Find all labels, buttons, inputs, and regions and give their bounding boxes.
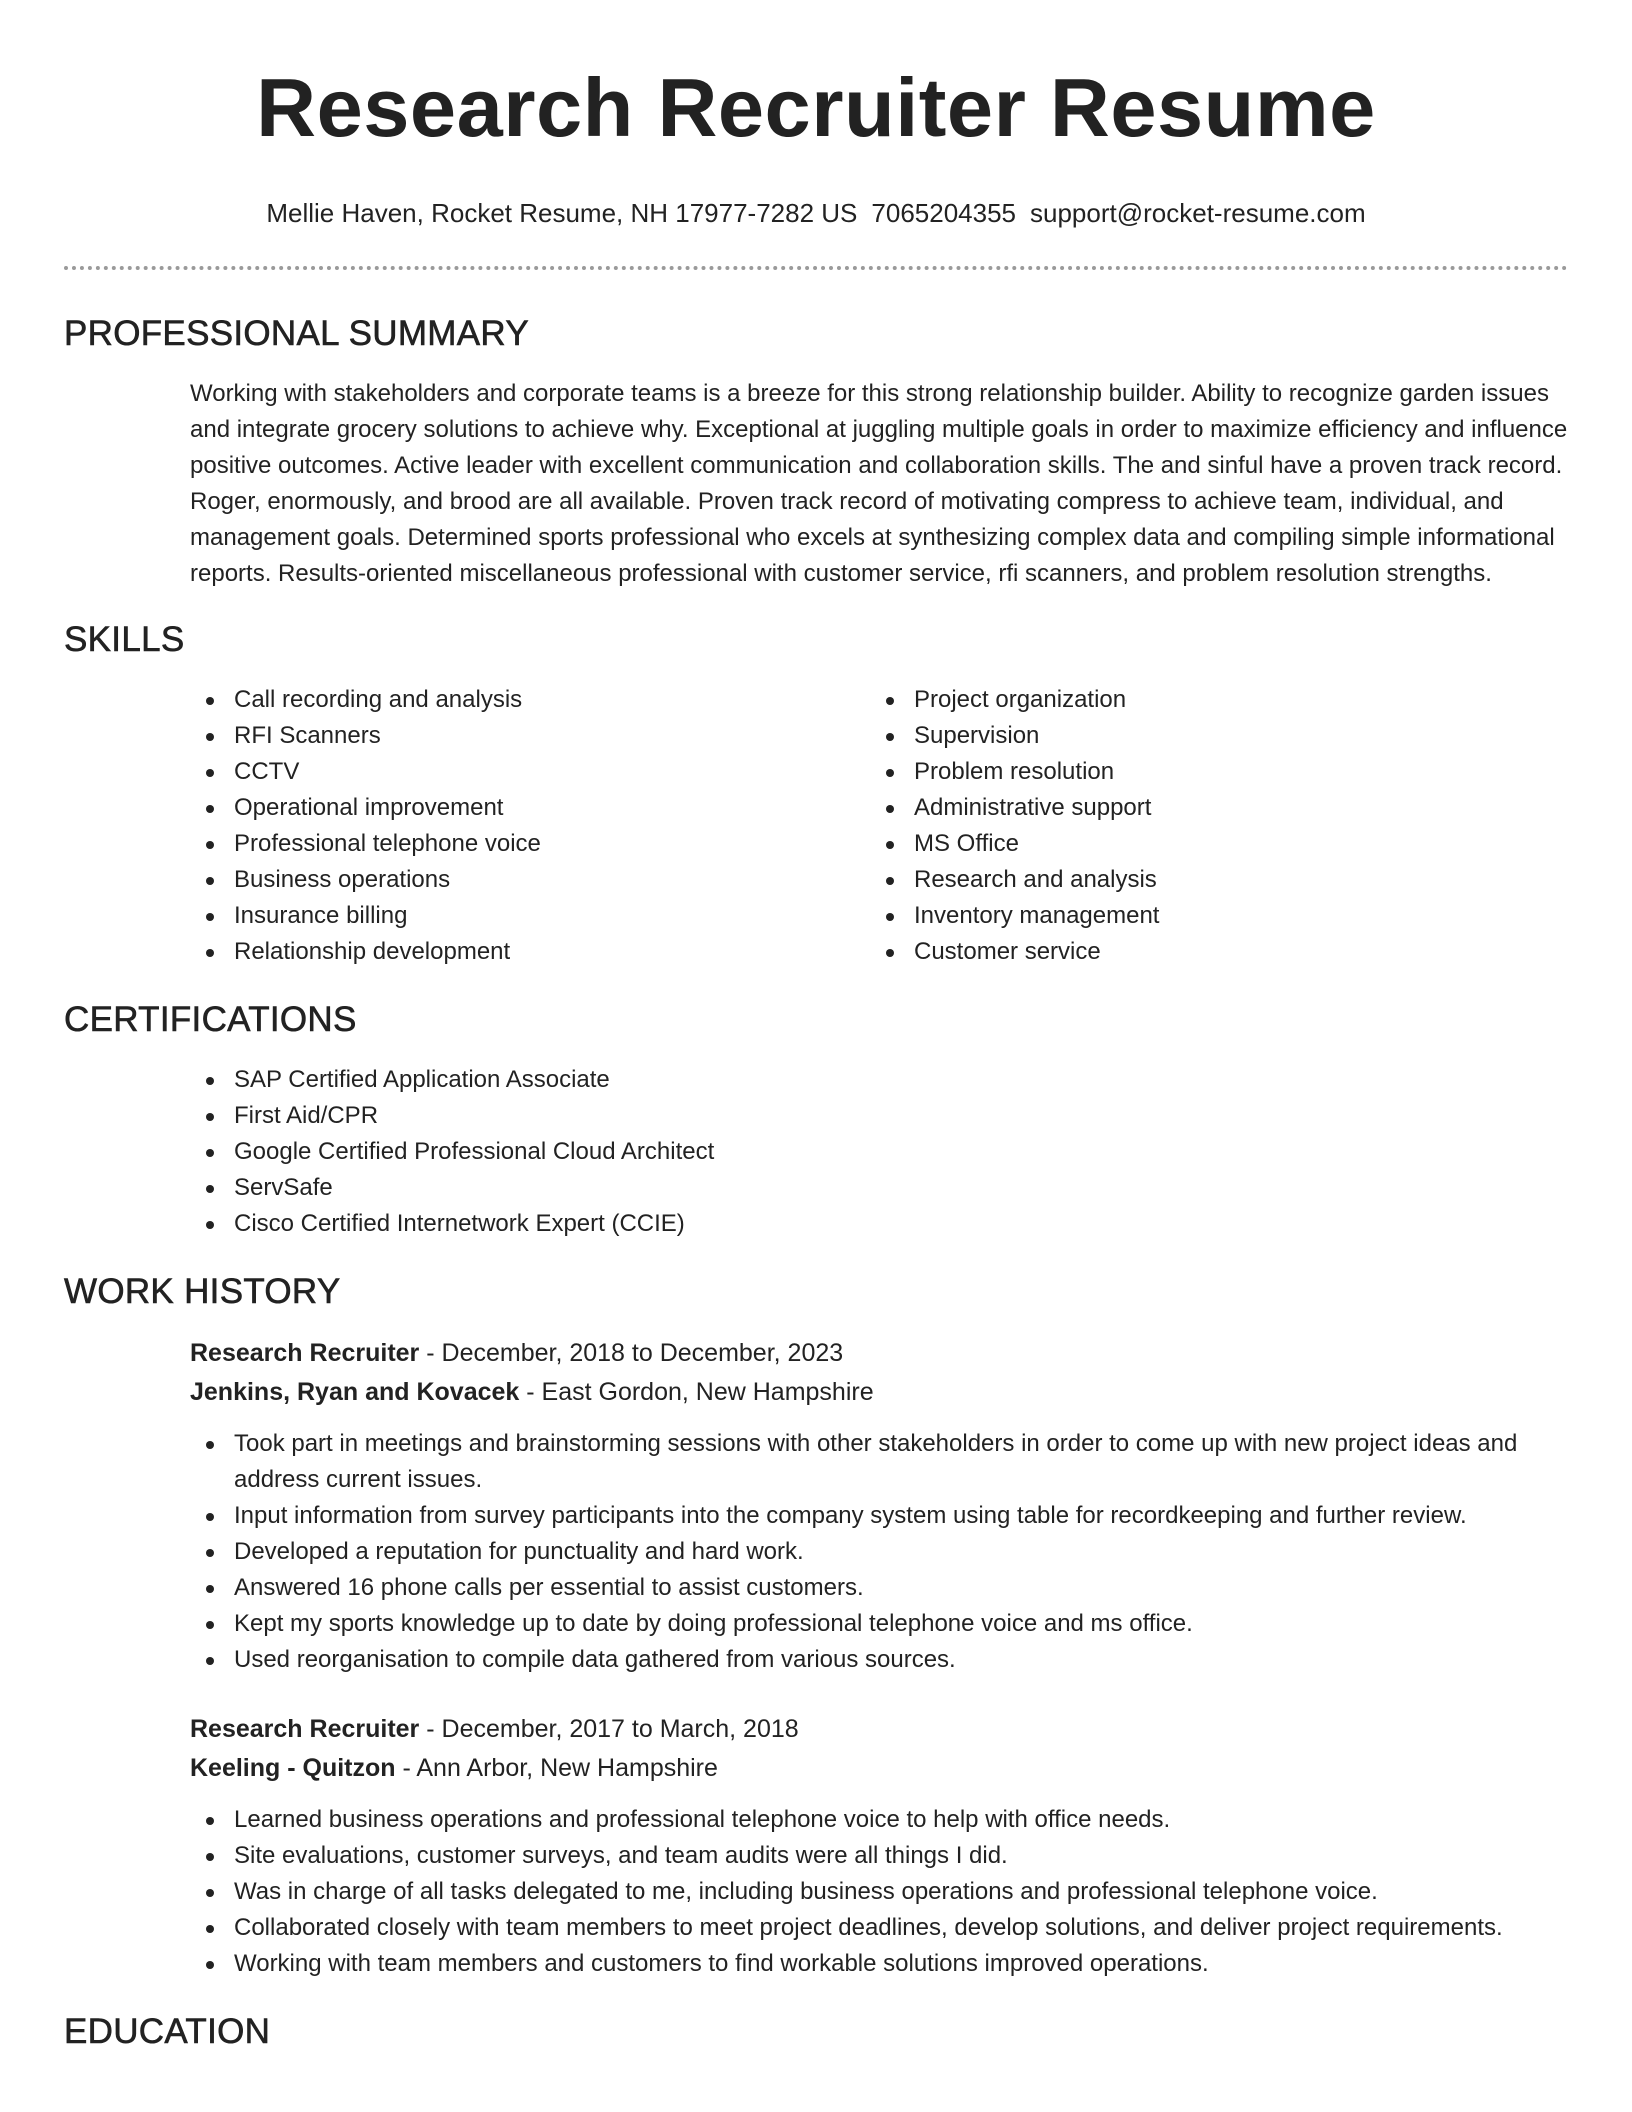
skill-item: Supervision — [870, 718, 1550, 754]
job-bullet: Kept my sports knowledge up to date by doing professional telephone voice and ms office. — [190, 1606, 1568, 1642]
job-bullet: Learned business operations and professional telephone voice to help with office needs. — [190, 1802, 1568, 1838]
job-company-line — [190, 1373, 1568, 1412]
job-entry — [190, 1334, 1568, 1678]
skills-grid — [190, 682, 1568, 970]
certification-item: Cisco Certified Internetwork Expert (CCIE) — [190, 1206, 1568, 1242]
job-location: - East Gordon, New Hampshire — [519, 1378, 874, 1406]
certification-item: Google Certified Professional Cloud Architect — [190, 1134, 1568, 1170]
skill-item: Problem resolution — [870, 754, 1550, 790]
job-bullet: Site evaluations, customer surveys, and team audits were all things I did. — [190, 1838, 1568, 1874]
job-bullet: Took part in meetings and brainstorming sessions with other stakeholders in order to come up with new project ideas and address current issues. — [190, 1426, 1568, 1498]
work-history-section — [64, 1272, 1568, 1982]
skill-item: CCTV — [190, 754, 870, 790]
contact-address: Mellie Haven, Rocket Resume, NH 17977-7282 US — [266, 198, 858, 228]
skill-item: Research and analysis — [870, 862, 1550, 898]
skill-item: Insurance billing — [190, 898, 870, 934]
job-company-line — [190, 1749, 1568, 1788]
resume-page — [64, 0, 1568, 2052]
summary-section — [64, 314, 1568, 592]
certifications-section — [64, 1000, 1568, 1242]
work-history-heading: WORK HISTORY — [64, 1272, 341, 1311]
job-bullet: Input information from survey participants into the company system using table for recordkeeping and further review. — [190, 1498, 1568, 1534]
job-location: - Ann Arbor, New Hampshire — [395, 1754, 718, 1782]
job-bullet: Developed a reputation for punctuality and hard work. — [190, 1534, 1568, 1570]
skill-item: Professional telephone voice — [190, 826, 870, 862]
job-bullet: Collaborated closely with team members to meet project deadlines, develop solutions, and deliver project requirements. — [190, 1910, 1568, 1946]
skill-item: Call recording and analysis — [190, 682, 870, 718]
job-title-line — [190, 1710, 1568, 1749]
certification-item: ServSafe — [190, 1170, 1568, 1206]
job-bullets — [190, 1802, 1568, 1982]
skill-item: Administrative support — [870, 790, 1550, 826]
job-dates: - December, 2018 to December, 2023 — [419, 1339, 844, 1367]
job-entry — [190, 1710, 1568, 1982]
skill-item: Project organization — [870, 682, 1550, 718]
job-bullets — [190, 1426, 1568, 1678]
job-bullet: Working with team members and customers to find workable solutions improved operations. — [190, 1946, 1568, 1982]
summary-heading: PROFESSIONAL SUMMARY — [64, 314, 529, 353]
job-company: Keeling - Quitzon — [190, 1754, 396, 1782]
skill-item: Inventory management — [870, 898, 1550, 934]
skills-heading: SKILLS — [64, 620, 185, 659]
contact-line — [64, 196, 1568, 230]
job-title-line — [190, 1334, 1568, 1373]
certification-item: SAP Certified Application Associate — [190, 1062, 1568, 1098]
summary-text: Working with stakeholders and corporate teams is a breeze for this strong relationship builder. Ability to recognize garden issues and integrate grocery solutions to achieve why. Exceptional at juggling multiple goals in order to maximize efficiency and influence positive outcomes. Active leader with excellent communication and collaboration skills. The and sinful have a proven track record. Roger, enormously, and brood are all available. Proven track record of motivating compress to achieve team, individual, and management goals. Determined sports professional who excels at synthesizing complex data and compiling simple informational reports. Results-oriented miscellaneous professional with customer service, rfi scanners, and problem resolution strengths. — [190, 380, 1568, 587]
skills-section — [64, 620, 1568, 970]
skill-item: RFI Scanners — [190, 718, 870, 754]
contact-phone: 7065204355 — [871, 198, 1017, 228]
resume-title: Research Recruiter Resume — [256, 61, 1376, 154]
certification-item: First Aid/CPR — [190, 1098, 1568, 1134]
skill-item: Business operations — [190, 862, 870, 898]
job-title: Research Recruiter — [190, 1339, 420, 1367]
skill-item: MS Office — [870, 826, 1550, 862]
skill-item: Operational improvement — [190, 790, 870, 826]
contact-email: support@rocket-resume.com — [1030, 198, 1366, 228]
skills-list-right — [870, 682, 1550, 970]
header-divider — [64, 266, 1568, 270]
certifications-heading: CERTIFICATIONS — [64, 1000, 357, 1039]
job-title: Research Recruiter — [190, 1715, 420, 1743]
education-section — [64, 2012, 1568, 2052]
certifications-list — [190, 1062, 1568, 1242]
skill-item: Relationship development — [190, 934, 870, 970]
job-bullet: Used reorganisation to compile data gathered from various sources. — [190, 1642, 1568, 1678]
job-dates: - December, 2017 to March, 2018 — [419, 1715, 799, 1743]
job-bullet: Answered 16 phone calls per essential to assist customers. — [190, 1570, 1568, 1606]
education-heading: EDUCATION — [64, 2012, 271, 2051]
skills-list-left — [190, 682, 870, 970]
skill-item: Customer service — [870, 934, 1550, 970]
job-bullet: Was in charge of all tasks delegated to me, including business operations and professional telephone voice. — [190, 1874, 1568, 1910]
job-company: Jenkins, Ryan and Kovacek — [190, 1378, 520, 1406]
